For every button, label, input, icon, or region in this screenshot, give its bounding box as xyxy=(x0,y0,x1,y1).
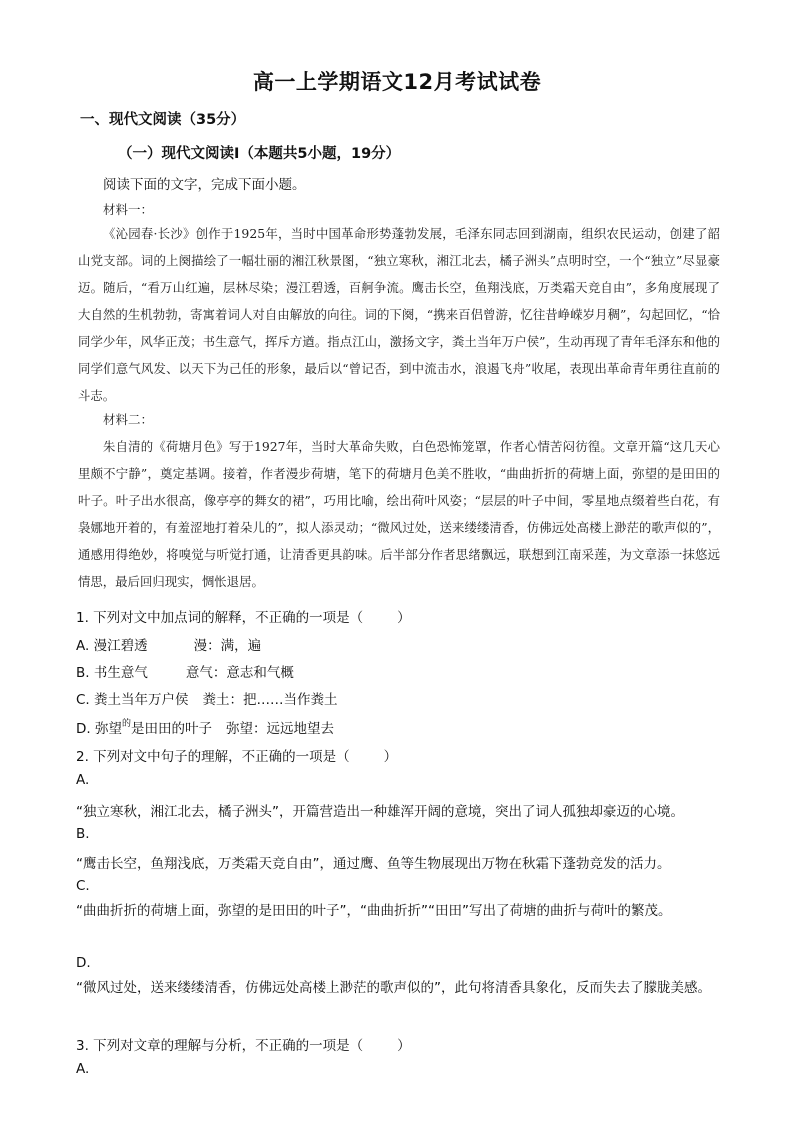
material-2-text: 朱自清的《荷塘月色》写于1927年，当时大革命失败，白色恐怖笼罩，作者心情苦闷彷徨。文章开篇“这几天心里颇不宁静”，奠定基调。接着，作者漫步荷塘，笔下的荷塘月色美不胜收，“曲曲折折的荷塘上面，弥望的是田田的叶子。叶子出水很高，像亭亭的舞女的裙”，巧用比喻，绘出荷叶风姿；“层层的叶子中间，零星地点缀着些白花，有袅娜地开着的，有羞涩地打着朵儿的”，拟人添灵动；“微风过处，送来缕缕清香，仿佛远处高楼上渺茫的歌声似的”，通感用得绝妙，将嗅觉与听觉打通，让清香更具韵味。后半部分作者思绪飘远，联想到江南采莲，为文章添一抹悠远情思，最后回归现实，惆怅退居。 xyxy=(78,439,720,589)
material-2-label: 材料二： xyxy=(103,412,154,427)
q1-option-a-term: A. 漫江碧透 xyxy=(76,638,148,654)
question-1-text: 1. 下列对文中加点词的解释，不正确的一项是（ xyxy=(76,610,364,626)
q2-option-b-text: “鹰击长空，鱼翔浅底，万类霜天竞自由”，通过鹰、鱼等生物展现出万物在秋霜下蓬勃竞发的活力。 xyxy=(76,856,671,872)
q1-option-a-explain: 漫：满，遍 xyxy=(193,638,262,654)
q2-option-c-label: C. xyxy=(76,878,90,894)
q2-option-d-label: D. xyxy=(76,955,91,971)
question-2-stem xyxy=(76,745,397,765)
q1-option-d-explain: 弥望：远远地望去 xyxy=(226,721,334,737)
instructions: 阅读下面的文字，完成下面小题。 xyxy=(103,177,306,193)
q1-option-b-term: B. 书生意气 xyxy=(76,665,148,681)
q1-option-d-rest: 是田田的叶子 xyxy=(131,721,212,737)
q3-option-a-label: A. xyxy=(76,1061,90,1077)
subsection-heading: （一）现代文阅读Ⅰ（本题共5小题，19分） xyxy=(118,146,401,162)
question-2-text: 2. 下列对文中句子的理解，不正确的一项是（ xyxy=(76,749,350,765)
question-1-stem xyxy=(76,606,411,626)
material-1-label: 材料一： xyxy=(103,202,154,217)
q2-option-a-text: “独立寒秋，湘江北去，橘子洲头”，开篇营造出一种雄浑开阔的意境，突出了词人孤独却豪迈的心境。 xyxy=(76,804,684,820)
question-3-text: 3. 下列对文章的理解与分析，不正确的一项是（ xyxy=(76,1038,364,1054)
q2-option-c-text: “曲曲折折的荷塘上面，弥望的是田田的叶子”，“曲曲折折”“田田”写出了荷塘的曲折与荷叶的繁茂。 xyxy=(76,903,672,919)
question-3-stem xyxy=(76,1034,411,1054)
q1-option-d-term: D. 弥望 xyxy=(76,721,122,737)
section-heading: 一、现代文阅读（35分） xyxy=(80,112,246,128)
q1-option-c-explain: 粪土：把……当作粪土 xyxy=(202,692,338,708)
q1-option-d-mark: 的 xyxy=(121,719,131,729)
q1-option-c xyxy=(76,688,338,708)
q2-option-b-label: B. xyxy=(76,826,90,842)
q1-option-c-term: C. 粪土当年万户侯 xyxy=(76,692,189,708)
page-title: 高一上学期语文12月考试试卷 xyxy=(252,70,542,94)
question-3-close: ） xyxy=(397,1038,411,1054)
question-1-close: ） xyxy=(397,610,411,626)
q1-option-d xyxy=(76,716,334,737)
q1-option-b-explain: 意气：意志和气概 xyxy=(185,665,294,681)
q1-option-a xyxy=(76,634,261,654)
q2-option-a-label: A. xyxy=(76,772,90,788)
material-1-text: 《沁园春·长沙》创作于1925年，当时中国革命形势蓬勃发展，毛泽东同志回到湖南，组织农民运动，创建了韶山党支部。词的上阕描绘了一幅壮丽的湘江秋景图，“独立寒秋，湘江北去，橘子洲头”点明时空，一个“独立”尽显豪迈。随后，“看万山红遍，层林尽染；漫江碧透，百舸争流。鹰击长空，鱼翔浅底，万类霜天竞自由”，多角度展现了大自然的生机勃勃，寄寓着词人对自由解放的向往。词的下阕，“携来百侣曾游，忆往昔峥嵘岁月稠”，勾起回忆，“恰同学少年，风华正茂；书生意气，挥斥方遒。指点江山，激扬文字，粪土当年万户侯”，生动再现了青年毛泽东和他的同学们意气风发、以天下为己任的形象，最后以“曾记否，到中流击水，浪遏飞舟”收尾，表现出革命青年勇往直前的斗志。 xyxy=(78,226,720,403)
q2-option-d-text: “微风过处，送来缕缕清香，仿佛远处高楼上渺茫的歌声似的”，此句将清香具象化，反而失去了朦胧美感。 xyxy=(76,980,711,996)
q1-option-b xyxy=(76,661,294,681)
question-2-close: ） xyxy=(383,749,398,765)
